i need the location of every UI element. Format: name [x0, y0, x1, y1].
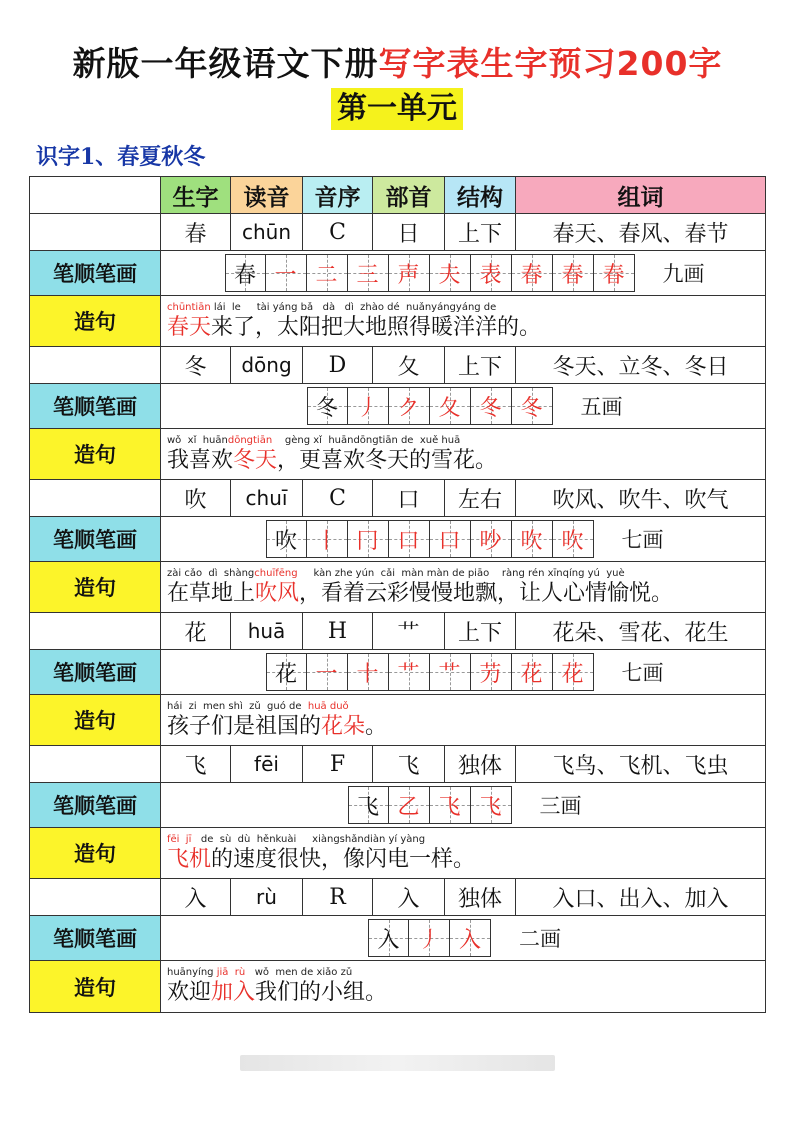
sentence-label: 造句: [30, 562, 161, 612]
pinyin-segment: wǒ men de xiǎo zǔ: [245, 967, 353, 978]
stroke-step-box: [430, 653, 471, 691]
stroke-step-box: [348, 387, 389, 425]
info-cell: 左右: [445, 480, 516, 516]
stroke-step-char: 冂: [356, 528, 379, 554]
stroke-step-char: 丿: [356, 395, 379, 421]
stroke-step-box: [348, 653, 389, 691]
sentence-text: [167, 846, 475, 874]
stroke-step-box: [512, 653, 553, 691]
stroke-order-label: 笔顺笔画: [30, 650, 161, 694]
stroke-step-char: 花: [561, 661, 584, 687]
stroke-step-box: [471, 254, 512, 292]
stroke-step-box: [348, 520, 389, 558]
pinyin-segment: huā duǒ: [307, 700, 349, 712]
character-table: [29, 176, 766, 1013]
stroke-step-char: 花: [520, 661, 543, 687]
stroke-step-box: [430, 254, 471, 292]
stroke-step-box: [471, 387, 512, 425]
stroke-step-box: [553, 254, 594, 292]
info-cell: 飞: [373, 746, 445, 782]
page-title: [0, 38, 795, 85]
sentence-segment: 吹风: [255, 580, 300, 606]
stroke-step-box: [430, 520, 471, 558]
sentence-pinyin: [167, 833, 425, 846]
info-cell: F: [303, 746, 373, 782]
stroke-step-char: 吹: [561, 528, 584, 554]
header-cell: 音序: [303, 177, 373, 213]
sentence-row: [30, 562, 765, 613]
stroke-step-box: [594, 254, 635, 292]
stroke-count: 七画: [621, 528, 664, 552]
sentence-text: [167, 580, 673, 608]
stroke-step-char: 飞: [438, 794, 461, 820]
stroke-step-char: 吵: [479, 528, 502, 554]
pinyin-segment: de sù dù hěnkuài xiàngshǎndiàn yí yàng: [191, 833, 426, 845]
sentence-segment: 来了，太阳把大地照得暖洋洋的。: [211, 314, 542, 340]
info-label-cell: [30, 480, 161, 516]
pinyin-segment: jiā rù: [216, 967, 246, 978]
stroke-step-char: 表: [479, 262, 502, 288]
info-cell: 飞鸟、飞机、飞虫: [552, 753, 729, 779]
info-cell: 夂: [373, 347, 445, 383]
sentence-segment: 春天: [167, 314, 212, 340]
sentence-segment: 在草地上: [167, 580, 256, 606]
header-cell: 生字: [161, 177, 231, 213]
sentence-row: [30, 296, 765, 347]
info-cell: 冬天、立冬、冬日: [552, 354, 729, 380]
stroke-count: 九画: [662, 262, 705, 286]
sentence-label: 造句: [30, 296, 161, 346]
info-cell: 上下: [445, 613, 516, 649]
header-corner: [30, 177, 161, 213]
stroke-cells: [161, 251, 765, 295]
stroke-row: [30, 916, 765, 961]
stroke-row: [30, 384, 765, 429]
info-cell: D: [303, 347, 373, 383]
stroke-count: 七画: [621, 661, 664, 685]
info-row: [30, 613, 765, 650]
stroke-boxes: [368, 919, 491, 957]
stroke-step-box: [266, 254, 307, 292]
sentence-row: [30, 429, 765, 480]
info-cell: 独体: [445, 746, 516, 782]
sentence-segment: 冬天: [233, 447, 278, 473]
stroke-step-box: [471, 786, 512, 824]
stroke-step-char: 口: [397, 528, 420, 554]
stroke-step-box: [266, 653, 307, 691]
title-red: 写字表生字预习200字: [378, 44, 723, 83]
stroke-step-box: [512, 520, 553, 558]
sentence-cell: [161, 429, 765, 479]
lesson-title: 识字1、春夏秋冬: [36, 144, 206, 170]
stroke-step-char: 入: [458, 927, 481, 953]
info-cell: 飞: [161, 746, 231, 782]
title-black: 新版一年级语文下册: [72, 44, 379, 83]
info-cell: 独体: [445, 879, 516, 915]
stroke-step-char: 冬: [315, 395, 338, 421]
stroke-step-char: 夫: [438, 262, 461, 288]
info-cell: 花朵、雪花、花生: [552, 620, 729, 646]
stroke-step-box: [348, 254, 389, 292]
info-cell: 冬: [161, 347, 231, 383]
stroke-step-box: [430, 387, 471, 425]
stroke-count: 二画: [519, 927, 561, 951]
stroke-cells: [161, 650, 765, 694]
stroke-boxes: [348, 786, 512, 824]
stroke-step-char: 吹: [520, 528, 543, 554]
stroke-step-char: 一: [274, 262, 297, 288]
header-cell: 读音: [231, 177, 303, 213]
stroke-count: 五画: [580, 395, 623, 419]
stroke-step-box: [512, 254, 553, 292]
stroke-step-box: [471, 653, 512, 691]
info-cell: rù: [231, 879, 303, 915]
info-cell: 入: [161, 879, 231, 915]
pinyin-segment: fēi jī: [167, 833, 192, 845]
stroke-cells: [161, 384, 765, 428]
stroke-step-box: [389, 254, 430, 292]
header-cell: 组词: [516, 177, 765, 213]
stroke-step-char: 二: [315, 262, 338, 288]
stroke-cells: [161, 783, 765, 827]
pinyin-segment: chūntiān: [167, 301, 211, 313]
info-cell: 口: [373, 480, 445, 516]
sentence-text: [167, 713, 387, 741]
info-cell: fēi: [231, 746, 303, 782]
pinyin-segment: zài cǎo dì shàng: [167, 567, 255, 579]
info-cell: 艹: [373, 613, 445, 649]
stroke-step-box: [389, 786, 430, 824]
pinyin-segment: wǒ xǐ huān: [167, 434, 228, 446]
stroke-boxes: [307, 387, 553, 425]
info-row: [30, 480, 765, 517]
stroke-cells: [161, 916, 765, 960]
stroke-step-char: 三: [356, 262, 379, 288]
info-cell: C: [303, 214, 373, 250]
info-row: [30, 879, 765, 916]
sentence-segment: 孩子们是祖国的: [167, 713, 322, 739]
sentence-segment: 我们的小组。: [255, 980, 388, 1005]
sentence-cell: [161, 562, 765, 612]
info-label-cell: [30, 746, 161, 782]
stroke-step-char: 艹: [397, 661, 420, 687]
sentence-segment: 飞机: [167, 846, 212, 872]
stroke-step-char: 花: [274, 661, 297, 687]
stroke-step-char: ク: [397, 395, 420, 421]
sentence-pinyin: [167, 301, 496, 314]
stroke-order-label: 笔顺笔画: [30, 384, 161, 428]
info-cell: 入口、出入、加入: [552, 886, 729, 912]
sentence-label: 造句: [30, 695, 161, 745]
stroke-step-char: 春: [233, 262, 256, 288]
stroke-step-char: 入: [377, 927, 400, 953]
stroke-step-box: [368, 919, 409, 957]
info-cell: chuī: [231, 480, 303, 516]
stroke-step-box: [307, 254, 348, 292]
pinyin-segment: gèng xǐ huāndōngtiān de xuě huā: [272, 434, 461, 446]
stroke-step-char: 声: [397, 262, 420, 288]
sentence-pinyin: [167, 434, 460, 447]
stroke-step-box: [512, 387, 553, 425]
sentence-segment: 的速度很快，像闪电一样。: [211, 846, 476, 872]
info-cell: C: [303, 480, 373, 516]
watermark: [0, 1055, 795, 1071]
stroke-boxes: [266, 653, 594, 691]
info-cell: 吹风、吹牛、吹气: [552, 487, 729, 513]
stroke-step-char: 口: [438, 528, 461, 554]
sentence-text: [167, 447, 497, 475]
stroke-step-box: [450, 919, 491, 957]
info-cell: 日: [373, 214, 445, 250]
info-label-cell: [30, 347, 161, 383]
sentence-cell: [161, 828, 765, 878]
info-cell: chūn: [231, 214, 303, 250]
stroke-step-box: [409, 919, 450, 957]
stroke-step-char: 芀: [479, 661, 502, 687]
stroke-order-label: 笔顺笔画: [30, 783, 161, 827]
stroke-step-box: [348, 786, 389, 824]
sentence-segment: 花朵: [321, 713, 366, 739]
sentence-row: [30, 961, 765, 1012]
stroke-step-box: [553, 653, 594, 691]
stroke-row: [30, 650, 765, 695]
info-cell: 吹: [161, 480, 231, 516]
stroke-step-box: [307, 653, 348, 691]
sentence-pinyin: [167, 966, 352, 979]
info-label-cell: [30, 613, 161, 649]
stroke-order-label: 笔顺笔画: [30, 251, 161, 295]
sentence-segment: 。: [365, 713, 388, 739]
stroke-order-label: 笔顺笔画: [30, 916, 161, 960]
stroke-step-char: 夂: [438, 395, 461, 421]
stroke-row: [30, 783, 765, 828]
info-label-cell: [30, 214, 161, 250]
stroke-step-box: [471, 520, 512, 558]
info-cell: 花: [161, 613, 231, 649]
stroke-step-char: 丿: [417, 927, 440, 953]
info-row: [30, 746, 765, 783]
stroke-count: 三画: [539, 794, 582, 818]
stroke-boxes: [225, 254, 635, 292]
sentence-pinyin: [167, 700, 349, 713]
sentence-segment: 欢迎: [167, 980, 212, 1005]
stroke-boxes: [266, 520, 594, 558]
stroke-order-label: 笔顺笔画: [30, 517, 161, 561]
stroke-step-char: 春: [602, 262, 625, 288]
info-cell: dōng: [231, 347, 303, 383]
stroke-row: [30, 517, 765, 562]
info-cell: 春: [161, 214, 231, 250]
sentence-cell: [161, 961, 765, 1012]
stroke-step-box: [389, 387, 430, 425]
sentence-pinyin: [167, 567, 625, 580]
stroke-step-box: [225, 254, 266, 292]
sentence-row: [30, 828, 765, 879]
info-row: [30, 214, 765, 251]
sentence-label: 造句: [30, 828, 161, 878]
sentence-text: [167, 314, 541, 342]
info-cell: 上下: [445, 214, 516, 250]
info-label-cell: [30, 879, 161, 915]
stroke-step-char: 吹: [274, 528, 297, 554]
sentence-cell: [161, 296, 765, 346]
stroke-step-char: 一: [315, 661, 338, 687]
stroke-step-box: [307, 520, 348, 558]
sentence-segment: 加入: [211, 980, 256, 1005]
watermark-bar: [240, 1055, 555, 1071]
sentence-segment: ，看着云彩慢慢地飘，让人心情愉悦。: [299, 580, 674, 606]
stroke-step-box: [307, 387, 348, 425]
sentence-row: [30, 695, 765, 746]
stroke-step-char: 乙: [397, 794, 420, 820]
header-cell: 结构: [445, 177, 516, 213]
sentence-label: 造句: [30, 429, 161, 479]
stroke-step-char: 春: [520, 262, 543, 288]
info-cell: 春天、春风、春节: [552, 221, 729, 247]
stroke-step-char: 艹: [438, 661, 461, 687]
info-cell: huā: [231, 613, 303, 649]
info-cell: 上下: [445, 347, 516, 383]
pinyin-segment: huānyíng: [167, 967, 217, 978]
pinyin-segment: lái le tài yáng bǎ dà dì zhào dé nuǎnyángyáng de: [210, 301, 497, 313]
stroke-step-box: [266, 520, 307, 558]
sentence-cell: [161, 695, 765, 745]
info-row: [30, 347, 765, 384]
stroke-step-char: 冬: [520, 395, 543, 421]
sentence-segment: ，更喜欢冬天的雪花。: [277, 447, 498, 473]
info-cell: H: [303, 613, 373, 649]
stroke-step-char: 飞: [356, 794, 379, 820]
stroke-step-char: 冬: [479, 395, 502, 421]
stroke-step-box: [389, 520, 430, 558]
sentence-label: 造句: [30, 961, 161, 1012]
pinyin-segment: hái zi men shì zǔ guó de: [167, 700, 308, 712]
info-cell: R: [303, 879, 373, 915]
header-row: [30, 177, 765, 214]
stroke-step-char: 十: [356, 661, 379, 687]
pinyin-segment: chuīfēng: [254, 567, 298, 579]
stroke-step-char: 丨: [315, 528, 338, 554]
pinyin-segment: dōngtiān: [227, 434, 273, 446]
unit-label: 第一单元: [331, 88, 463, 130]
stroke-step-box: [430, 786, 471, 824]
stroke-step-box: [389, 653, 430, 691]
stroke-step-box: [553, 520, 594, 558]
stroke-row: [30, 251, 765, 296]
sentence-text: [167, 979, 387, 1007]
pinyin-segment: kàn zhe yún cǎi màn màn de piāo ràng rén xīnqíng yú yuè: [297, 567, 625, 579]
stroke-step-char: 飞: [479, 794, 502, 820]
stroke-step-char: 春: [561, 262, 584, 288]
header-cell: 部首: [373, 177, 445, 213]
stroke-cells: [161, 517, 765, 561]
info-cell: 入: [373, 879, 445, 915]
sentence-segment: 我喜欢: [167, 447, 234, 473]
